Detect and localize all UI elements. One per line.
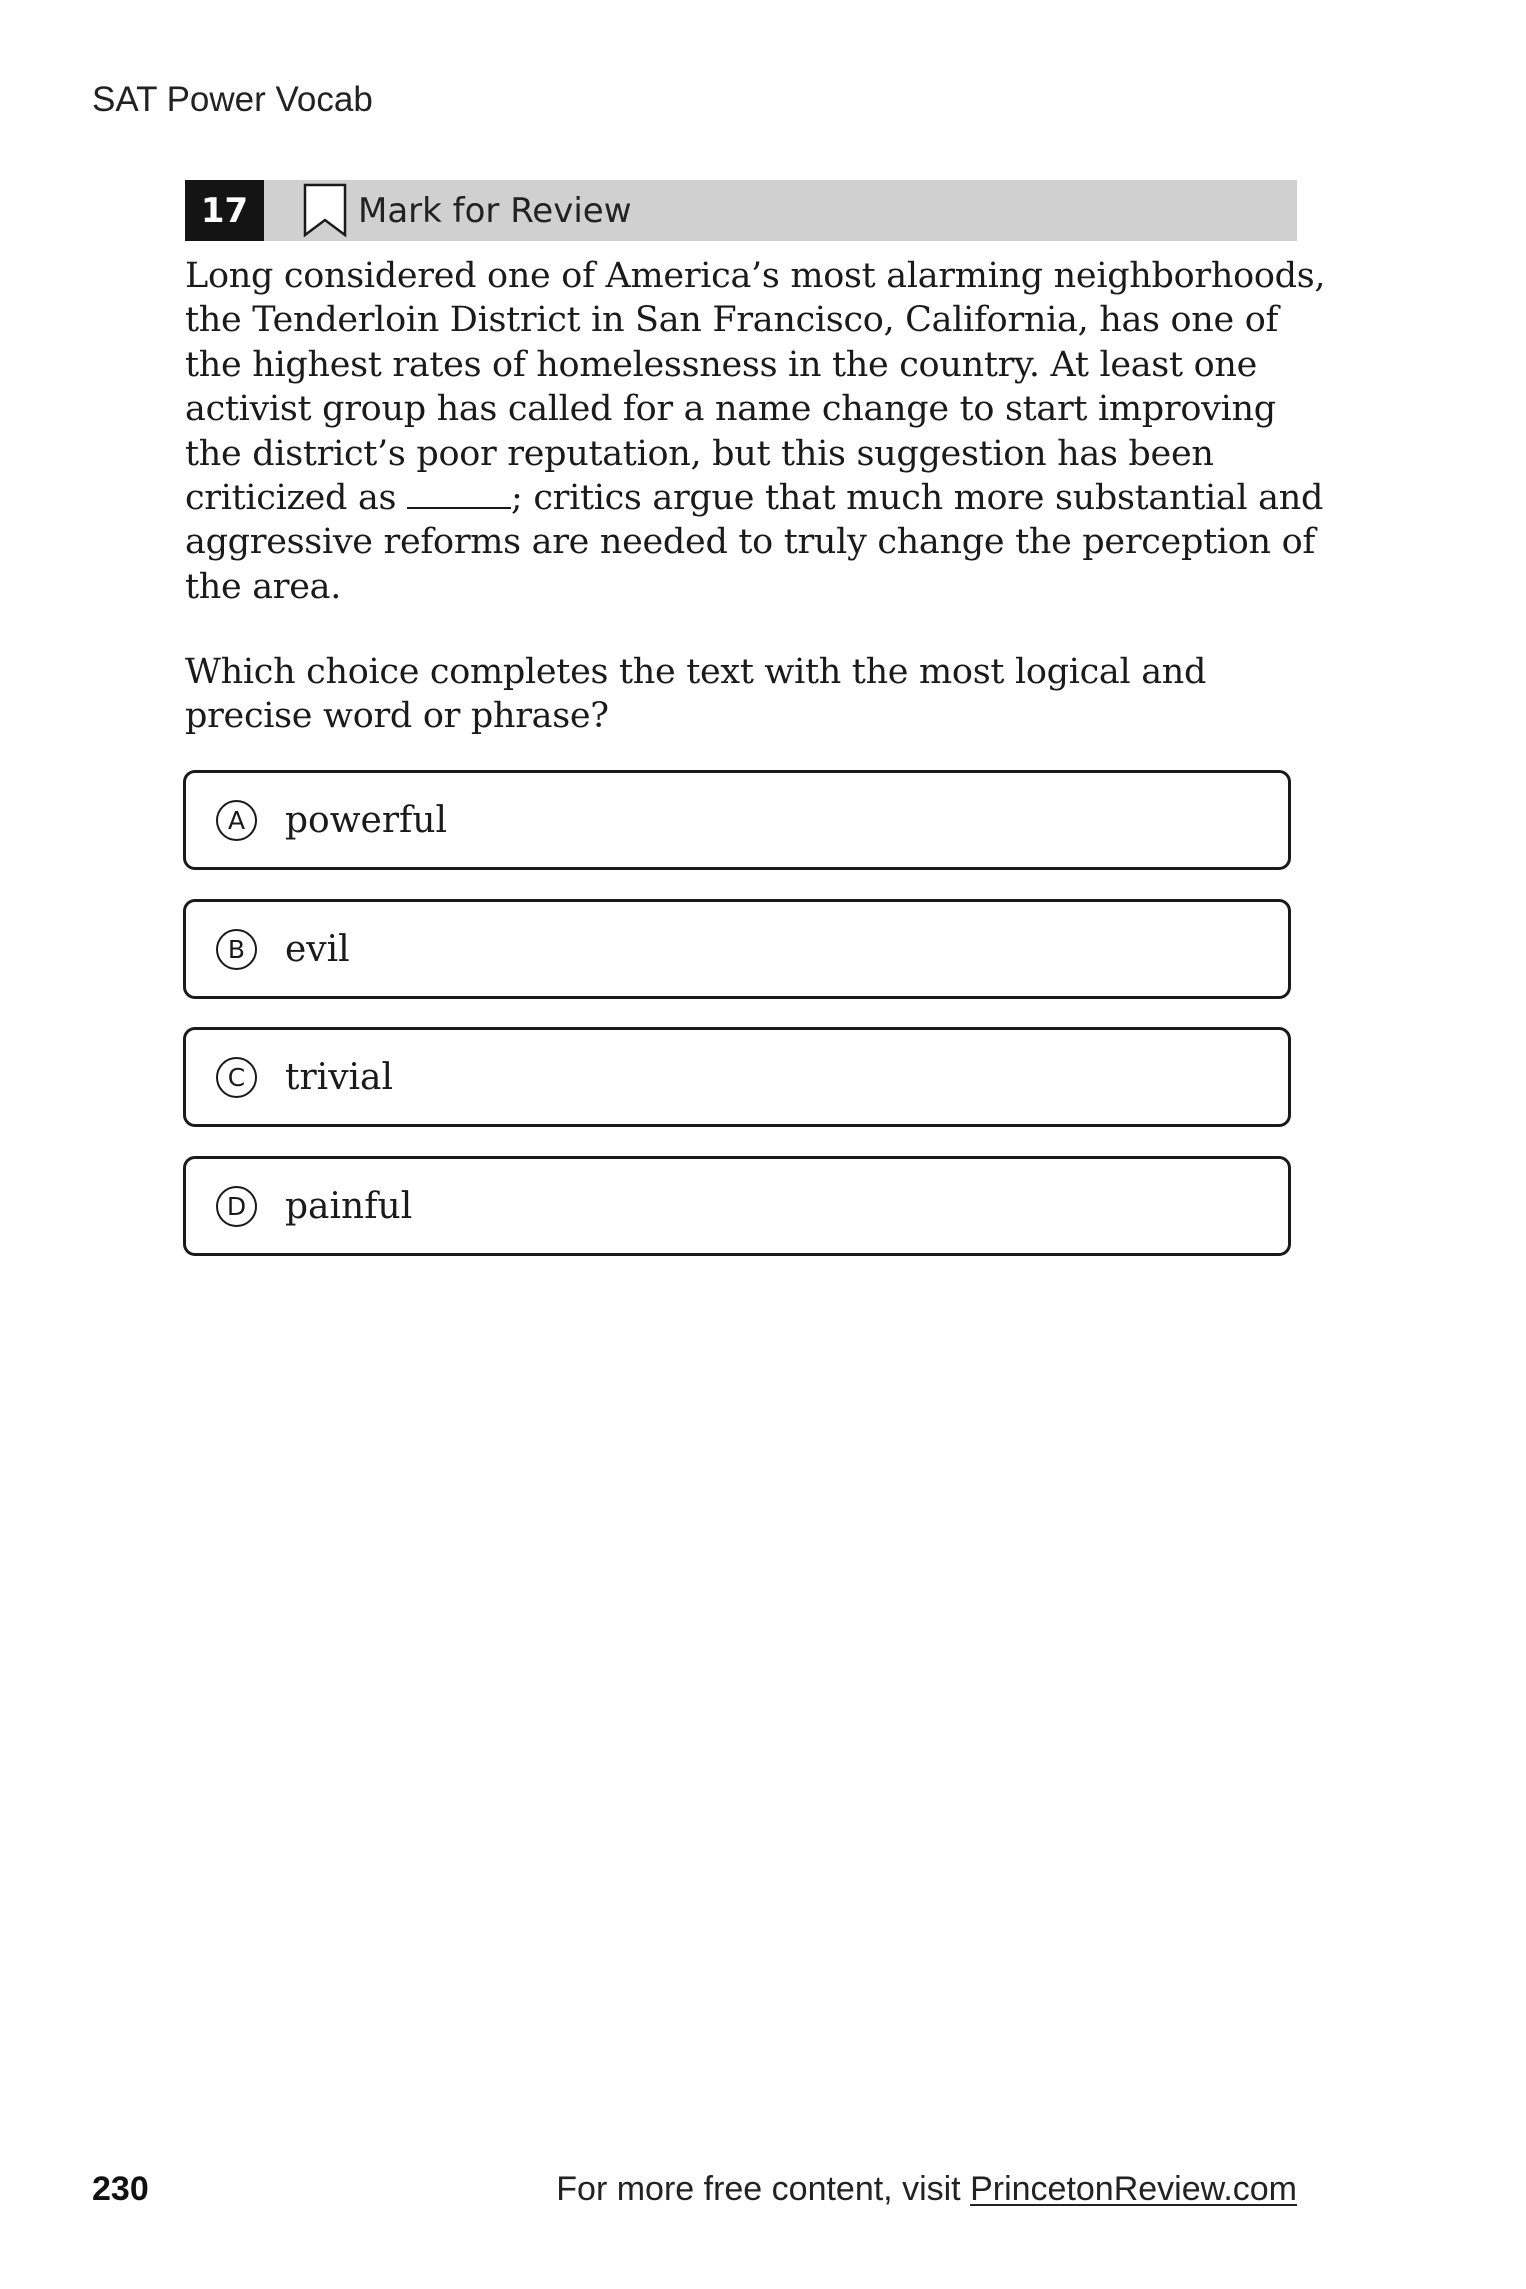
footer-text: For more free content, visit <box>556 2170 971 2208</box>
running-head: SAT Power Vocab <box>92 80 373 119</box>
footer-note <box>556 2172 1297 2206</box>
passage-line-with-blank <box>185 476 1324 520</box>
passage-text-after-blank: ; critics argue that much more substantial and <box>511 478 1324 519</box>
passage-line: Long considered one of America’s most alarming neighborhoods, <box>185 256 1326 296</box>
question-header-bar <box>185 180 1297 241</box>
question-number: 17 <box>185 180 264 241</box>
choice-text: trivial <box>285 1056 394 1098</box>
passage-line: the area. <box>185 566 342 607</box>
passage-line: the Tenderloin District in San Francisco, California, has one of <box>185 300 1279 341</box>
answer-choice-d[interactable] <box>183 1156 1291 1256</box>
passage-line: the district’s poor reputation, but this suggestion has been <box>185 433 1214 474</box>
choice-letter-circle: B <box>216 929 257 970</box>
passage-line: aggressive reforms are needed to truly change the perception of <box>185 522 1315 563</box>
prompt-line: precise word or phrase? <box>185 696 609 737</box>
passage-text-before-blank: criticized as <box>185 478 408 519</box>
answer-choice-b[interactable] <box>183 899 1291 999</box>
choice-letter-circle: A <box>216 800 257 841</box>
choice-letter-circle: D <box>216 1186 257 1227</box>
question-prompt <box>185 650 1310 739</box>
mark-for-review-label: Mark for Review <box>358 190 632 231</box>
prompt-line: Which choice completes the text with the most logical and <box>185 652 1207 692</box>
choice-text: powerful <box>285 799 448 841</box>
footer-link[interactable]: PrincetonReview.com <box>970 2170 1297 2208</box>
answer-choice-c[interactable] <box>183 1027 1291 1127</box>
page-number: 230 <box>92 2170 149 2208</box>
choice-text: painful <box>285 1185 413 1227</box>
mark-for-review-button[interactable] <box>302 180 632 241</box>
choice-letter-circle: C <box>216 1057 257 1098</box>
answer-blank <box>407 479 511 509</box>
passage-line: the highest rates of homelessness in the country. At least one <box>185 344 1257 385</box>
bookmark-icon <box>302 183 348 238</box>
passage-line: activist group has called for a name change to start improving <box>185 389 1276 430</box>
question-passage <box>185 254 1326 609</box>
choice-text: evil <box>285 928 350 970</box>
answer-choice-a[interactable] <box>183 770 1291 870</box>
